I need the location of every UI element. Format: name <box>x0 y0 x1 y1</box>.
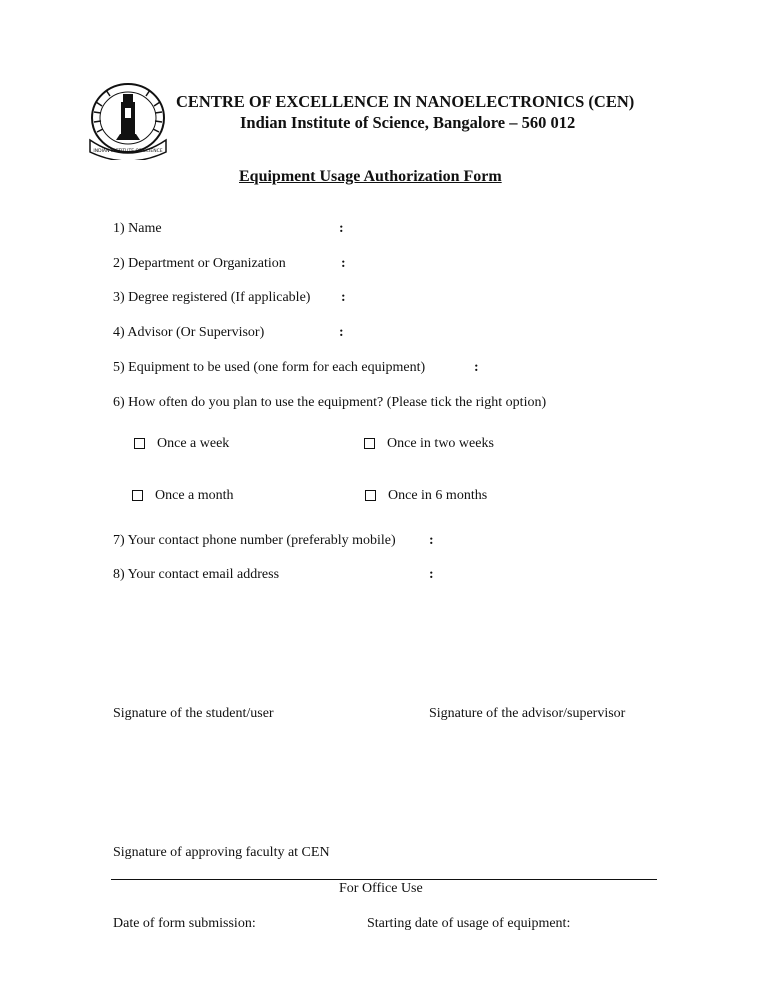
field-department-label: 2) Department or Organization <box>113 256 286 271</box>
field-degree-label: 3) Degree registered (If applicable) <box>113 290 311 305</box>
field-advisor-colon: : <box>339 325 344 340</box>
institute-seal-logo <box>86 80 170 160</box>
institute-address: Indian Institute of Science, Bangalore – 560 012 <box>240 113 576 132</box>
signature-student-label: Signature of the student/user <box>113 706 274 721</box>
field-frequency-label: 6) How often do you plan to use the equipment? (Please tick the right option) <box>113 395 547 410</box>
office-start-date-label: Starting date of usage of equipment: <box>367 916 571 931</box>
field-phone-label: 7) Your contact phone number (preferably mobile) <box>113 533 396 548</box>
field-phone-colon: : <box>429 533 434 548</box>
field-name-colon: : <box>339 221 344 236</box>
option-once-in-6-months-label: Once in 6 months <box>388 488 488 503</box>
signature-faculty-label: Signature of approving faculty at CEN <box>113 845 330 860</box>
checkbox-once-a-week[interactable] <box>134 438 145 449</box>
field-department-colon: : <box>341 256 346 271</box>
field-email-label: 8) Your contact email address <box>113 567 280 582</box>
field-advisor-label: 4) Advisor (Or Supervisor) <box>113 325 265 340</box>
signature-advisor-label: Signature of the advisor/supervisor <box>429 706 626 721</box>
field-name-label: 1) Name <box>113 221 162 236</box>
checkbox-once-in-6-months[interactable] <box>365 490 376 501</box>
office-use-divider <box>111 879 657 880</box>
office-submission-date-label: Date of form submission: <box>113 916 256 931</box>
checkbox-once-a-month[interactable] <box>132 490 143 501</box>
office-use-heading: For Office Use <box>339 881 423 896</box>
field-degree-colon: : <box>341 290 346 305</box>
checkbox-once-in-two-weeks[interactable] <box>364 438 375 449</box>
option-once-a-month-label: Once a month <box>155 488 234 503</box>
form-title: Equipment Usage Authorization Form <box>239 168 502 185</box>
field-equipment-label: 5) Equipment to be used (one form for each equipment) <box>113 360 426 375</box>
institute-centre-name: CENTRE OF EXCELLENCE IN NANOELECTRONICS (CEN) <box>176 92 635 111</box>
option-once-in-two-weeks-label: Once in two weeks <box>387 436 494 451</box>
field-email-colon: : <box>429 567 434 582</box>
field-equipment-colon: : <box>474 360 479 375</box>
option-once-a-week-label: Once a week <box>157 436 230 451</box>
svg-text:INDIAN INSTITUTE OF SCIENCE: INDIAN INSTITUTE OF SCIENCE <box>93 149 163 154</box>
